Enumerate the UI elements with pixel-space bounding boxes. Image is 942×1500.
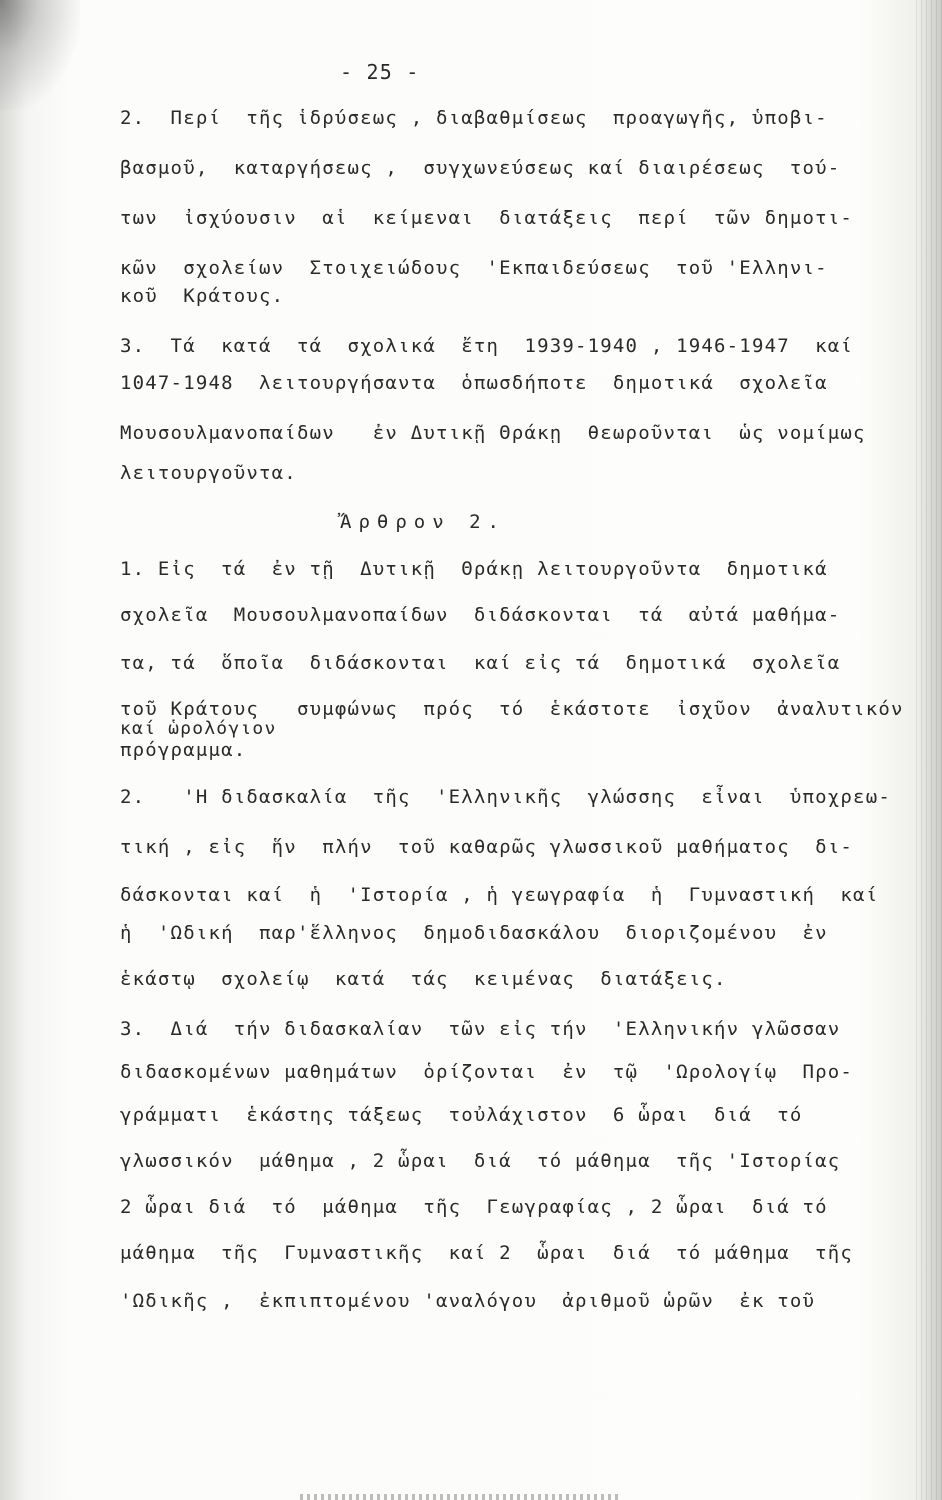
text-line: ἡ 'Ωδική παρ'ἕλληνος δημοδιδασκάλου διοριζομένου ἐν — [120, 922, 828, 944]
text-line: 1. Εἰς τά ἐν τῇ Δυτικῇ Θράκῃ λειτουργοῦντα δημοτικά — [120, 558, 828, 580]
text-line: γράμματι ἑκάστης τάξεως τοὐλάχιστον 6 ὧραι διά τό — [120, 1104, 803, 1126]
page-edge-stack — [916, 0, 942, 1500]
text-line: βασμοῦ, καταργήσεως , συγχωνεύσεως καί διαιρέσεως τού- — [120, 157, 841, 179]
bottom-edge-mark — [300, 1494, 620, 1500]
text-line: 3. Τά κατά τά σχολικά ἔτη 1939-1940 , 1946-1947 καί — [120, 335, 854, 357]
text-line: δάσκονται καί ἡ 'Ιστορία , ἡ γεωγραφία ἡ Γυμναστική καί — [120, 884, 879, 906]
text-line: κῶν σχολείων Στοιχειώδους 'Εκπαιδεύσεως τοῦ 'Ελληνι- — [120, 257, 828, 279]
text-line: ἑκάστῳ σχολείῳ κατά τάς κειμένας διατάξεις. — [120, 968, 727, 990]
corner-smudge — [0, 0, 80, 110]
text-line: 2. Περί τῆς ἱδρύσεως , διαβαθμίσεως προαγωγῆς, ὑποβι- — [120, 107, 828, 129]
text-line: τοῦ Κράτους συμφώνως πρός τό ἑκάστοτε ἰσχῦον ἀναλυτικόν — [120, 698, 904, 720]
text-line: 'Ωδικῆς , ἐκπιπτομένου 'αναλόγου ἀριθμοῦ ὡρῶν ἐκ τοῦ — [120, 1290, 816, 1312]
text-line: μάθημα τῆς Γυμναστικῆς καί 2 ὧραι διά τό μάθημα τῆς — [120, 1242, 854, 1264]
text-line: 2 ὧραι διά τό μάθημα τῆς Γεωγραφίας , 2 ὧραι διά τό — [120, 1196, 828, 1218]
text-line: σχολεῖα Μουσουλμανοπαίδων διδάσκονται τά αὐτά μαθήμα- — [120, 604, 841, 626]
text-line: γλωσσικόν μάθημα , 2 ὧραι διά τό μάθημα τῆς 'Ιστορίας — [120, 1150, 841, 1172]
binding-shadow — [0, 0, 70, 1500]
text-line: 1047-1948 λειτουργήσαντα ὁπωσδήποτε δημοτικά σχολεῖα — [120, 372, 828, 394]
text-line: τα, τά ὅποῖα διδάσκονται καί εἰς τά δημοτικά σχολεῖα — [120, 652, 841, 674]
text-line: Μουσουλμανοπαίδων ἐν Δυτικῇ Θράκῃ θεωροῦνται ὡς νομίμως — [120, 422, 866, 444]
text-line: διδασκομένων μαθημάτων ὁρίζονται ἐν τῷ 'Ωρολογίῳ Προ- — [120, 1061, 854, 1083]
text-line: καί ὡρολόγιον — [120, 718, 277, 739]
text-line: κοῦ Κράτους. — [120, 285, 285, 307]
text-line: λειτουργοῦντα. — [120, 462, 297, 484]
text-line: τική , εἰς ἥν πλήν τοῦ καθαρῶς γλωσσικοῦ μαθήματος δι- — [120, 836, 854, 858]
article-heading: Ἄρθρον 2. — [340, 511, 506, 533]
text-line: 3. Διά τήν διδασκαλίαν τῶν εἰς τήν 'Ελληνικήν γλῶσσαν — [120, 1018, 841, 1040]
text-line: 2. 'Η διδασκαλία τῆς 'Ελληνικῆς γλώσσης εἶναι ὑποχρεω- — [120, 786, 891, 808]
text-line: των ἰσχύουσιν αἱ κείμεναι διατάξεις περί τῶν δημοτι- — [120, 207, 854, 229]
text-line: πρόγραμμα. — [120, 739, 247, 761]
page-number: - 25 - — [340, 60, 420, 84]
